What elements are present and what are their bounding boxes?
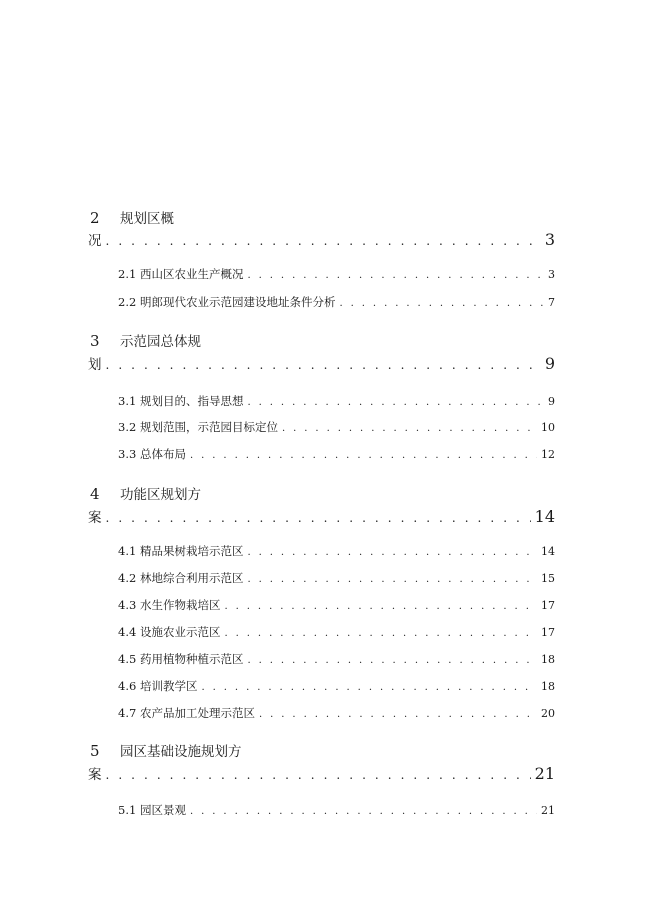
section-label: 4.2 林地综合利用示范区 (118, 571, 244, 585)
toc-entry-4-1[interactable] (118, 543, 555, 559)
chapter-title-tail: 况 (88, 233, 102, 249)
section-label: 4.4 设施农业示范区 (118, 625, 221, 639)
section-label: 2.2 明郎现代农业示范园建设地址条件分析 (118, 295, 336, 309)
dot-leader (106, 358, 541, 372)
dot-leader (247, 397, 544, 408)
dot-leader (201, 682, 537, 693)
page-number: 21 (534, 764, 555, 783)
section-label: 3.3 总体布局 (118, 447, 186, 461)
chapter-title-tail: 案 (88, 767, 102, 783)
section-label: 4.7 农产品加工处理示范区 (118, 706, 255, 720)
toc-entry-5-1[interactable] (118, 802, 555, 818)
chapter-5-entry[interactable] (88, 763, 555, 783)
section-label: 2.1 西山区农业生产概况 (118, 267, 244, 281)
page-number: 7 (548, 296, 555, 309)
section-label: 4.5 药用植物种植示范区 (118, 652, 244, 666)
page-number: 9 (548, 395, 555, 408)
chapter-title-head: 示范园总体规 (120, 334, 201, 350)
page-number: 17 (541, 599, 555, 612)
chapter-number: 5 (90, 742, 100, 760)
toc-entry-4-5[interactable] (118, 651, 555, 667)
page-number: 12 (541, 448, 555, 461)
dot-leader (224, 628, 537, 639)
page-number: 18 (541, 680, 555, 693)
dot-leader (282, 423, 537, 434)
dot-leader (247, 547, 537, 558)
dot-leader (259, 709, 537, 720)
chapter-4-title[interactable] (90, 483, 201, 503)
page-number: 18 (541, 653, 555, 666)
chapter-2-title[interactable] (90, 207, 174, 227)
toc-entry-4-3[interactable] (118, 597, 555, 613)
page-number: 20 (541, 707, 555, 720)
chapter-title-head: 规划区概 (120, 211, 174, 227)
dot-leader (190, 806, 537, 817)
chapter-title-tail: 案 (88, 510, 102, 526)
toc-entry-4-2[interactable] (118, 570, 555, 586)
page-number: 15 (541, 572, 555, 585)
page-number: 17 (541, 626, 555, 639)
toc-entry-4-7[interactable] (118, 705, 555, 721)
page-number: 9 (544, 354, 555, 373)
section-label: 3.1 规划目的、指导思想 (118, 394, 244, 408)
dot-leader (224, 601, 537, 612)
toc-entry-4-4[interactable] (118, 624, 555, 640)
page-number: 10 (541, 421, 555, 434)
chapter-2-entry[interactable] (88, 229, 555, 249)
page-number: 3 (544, 230, 555, 249)
toc-entry-4-6[interactable] (118, 678, 555, 694)
chapter-number: 4 (90, 485, 100, 503)
chapter-3-entry[interactable] (88, 353, 555, 373)
dot-leader (106, 511, 531, 525)
section-label: 4.3 水生作物栽培区 (118, 598, 221, 612)
section-label: 5.1 园区景观 (118, 803, 186, 817)
chapter-title-head: 园区基础设施规划方 (120, 744, 242, 760)
toc-entry-2-2[interactable] (118, 294, 555, 310)
dot-leader (247, 655, 537, 666)
page-number: 21 (541, 804, 555, 817)
chapter-5-title[interactable] (90, 740, 242, 760)
chapter-number: 2 (90, 209, 100, 227)
chapter-number: 3 (90, 332, 100, 350)
toc-entry-3-1[interactable] (118, 393, 555, 409)
page-number: 3 (548, 268, 555, 281)
chapter-title-head: 功能区规划方 (120, 487, 201, 503)
chapter-3-title[interactable] (90, 330, 201, 350)
chapter-title-tail: 划 (88, 357, 102, 373)
dot-leader (190, 450, 537, 461)
dot-leader (247, 270, 544, 281)
dot-leader (247, 574, 537, 585)
toc-entry-3-2[interactable] (118, 419, 555, 435)
dot-leader (339, 298, 544, 309)
chapter-4-entry[interactable] (88, 506, 555, 526)
page-number: 14 (541, 545, 555, 558)
toc-entry-3-3[interactable] (118, 446, 555, 462)
dot-leader (106, 234, 541, 248)
page-number: 14 (534, 507, 555, 526)
section-label: 3.2 规划范围，示范园目标定位 (118, 420, 278, 434)
section-label: 4.6 培训教学区 (118, 679, 198, 693)
section-label: 4.1 精品果树栽培示范区 (118, 544, 244, 558)
toc-entry-2-1[interactable] (118, 266, 555, 282)
dot-leader (106, 768, 531, 782)
